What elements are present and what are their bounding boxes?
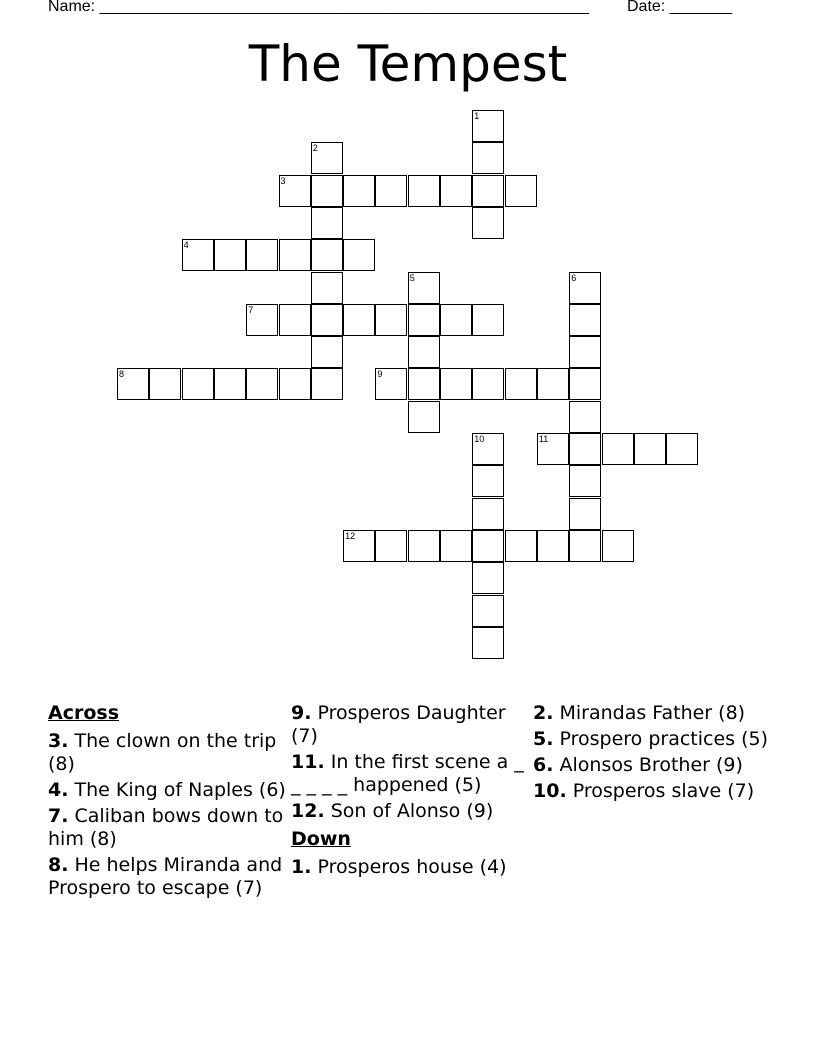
grid-cell[interactable] [472, 627, 504, 659]
clue-number: 1 [474, 111, 480, 121]
clue-item [291, 751, 531, 797]
clue-text: Prosperos house (4) [311, 856, 507, 878]
clue-text: In the first scene a _ _ _ _ _ happened (5) [291, 751, 524, 796]
grid-cell[interactable] [279, 175, 311, 207]
grid-cell[interactable] [472, 530, 504, 562]
grid-cell[interactable] [408, 530, 440, 562]
clue-num: 8. [48, 854, 69, 876]
grid-cell[interactable] [214, 239, 246, 271]
clue-num: 3. [48, 730, 69, 752]
grid-cell[interactable] [440, 304, 472, 336]
clue-num: 7. [48, 805, 69, 827]
grid-cell[interactable] [505, 368, 537, 400]
clue-column-2 [291, 702, 531, 882]
clue-text: Prosperos slave (7) [566, 780, 755, 802]
clue-number: 9 [377, 369, 383, 380]
grid-cell[interactable] [343, 175, 375, 207]
grid-cell[interactable] [472, 498, 504, 530]
clue-number: 4 [183, 240, 189, 251]
clue-number: 5 [409, 272, 415, 283]
clue-num: 4. [48, 779, 69, 801]
grid-cell[interactable] [569, 368, 601, 400]
grid-cell[interactable] [375, 530, 407, 562]
grid-cell[interactable] [569, 336, 601, 368]
clue-number: 8 [119, 369, 125, 380]
clue-text: Alonsos Brother (9) [553, 754, 743, 776]
grid-cell[interactable] [311, 207, 343, 239]
grid-cell[interactable] [666, 433, 698, 465]
clue-item [48, 805, 288, 851]
grid-cell[interactable] [569, 304, 601, 336]
clue-text: Son of Alonso (9) [324, 800, 494, 822]
clue-item [533, 702, 773, 725]
clue-number: 3 [280, 175, 286, 186]
grid-cell[interactable] [343, 530, 375, 562]
clue-number: 12 [345, 530, 356, 541]
clue-number: 11 [538, 434, 549, 444]
grid-cell[interactable] [472, 304, 504, 336]
clue-num: 6. [533, 754, 554, 776]
grid-cell[interactable] [537, 433, 569, 465]
clue-item [533, 728, 773, 751]
grid-cell[interactable] [602, 530, 634, 562]
date-field[interactable]: Date: _______ [627, 0, 732, 15]
grid-cell[interactable] [472, 368, 504, 400]
clue-text: The clown on the trip (8) [48, 730, 277, 775]
clue-text: Prospero practices (5) [553, 728, 769, 750]
grid-cell[interactable] [472, 110, 504, 142]
grid-cell[interactable] [408, 272, 440, 304]
clue-item [291, 702, 531, 748]
grid-cell[interactable] [279, 239, 311, 271]
grid-cell[interactable] [569, 433, 601, 465]
grid-cell[interactable] [440, 368, 472, 400]
across-heading: Across [48, 702, 120, 724]
clue-column-1 [48, 702, 288, 903]
grid-cell[interactable] [569, 498, 601, 530]
grid-cell[interactable] [311, 304, 343, 336]
grid-cell[interactable] [505, 530, 537, 562]
grid-cell[interactable] [182, 368, 214, 400]
grid-cell[interactable] [505, 175, 537, 207]
grid-cell[interactable] [440, 175, 472, 207]
grid-cell[interactable] [214, 368, 246, 400]
clue-number: 10 [474, 434, 485, 444]
grid-cell[interactable] [246, 304, 278, 336]
grid-cell[interactable] [408, 401, 440, 433]
grid-cell[interactable] [472, 562, 504, 594]
clue-text: The King of Naples (6) [68, 779, 286, 801]
clue-item [48, 779, 288, 802]
grid-cell[interactable] [343, 304, 375, 336]
grid-cell[interactable] [408, 304, 440, 336]
clue-num: 12. [291, 800, 325, 822]
grid-cell[interactable] [472, 142, 504, 174]
grid-cell[interactable] [440, 530, 472, 562]
clue-text: Prosperos Daughter (7) [291, 702, 506, 747]
clue-text: Mirandas Father (8) [553, 702, 746, 724]
clue-num: 9. [291, 702, 312, 724]
clue-number: 2 [312, 143, 318, 154]
down-heading: Down [291, 828, 351, 850]
clue-text: He helps Miranda and Prospero to escape (7) [48, 854, 283, 899]
grid-cell[interactable] [569, 272, 601, 304]
grid-cell[interactable] [408, 175, 440, 207]
grid-cell[interactable] [375, 304, 407, 336]
clue-num: 2. [533, 702, 554, 724]
clue-number: 7 [248, 304, 254, 315]
grid-cell[interactable] [246, 368, 278, 400]
grid-cell[interactable] [408, 368, 440, 400]
grid-cell[interactable] [472, 433, 504, 465]
grid-cell[interactable] [569, 401, 601, 433]
clue-item [48, 730, 288, 776]
clue-number: 6 [571, 272, 577, 283]
clue-item [533, 754, 773, 777]
clue-num: 5. [533, 728, 554, 750]
grid-cell[interactable] [569, 530, 601, 562]
clue-num: 1. [291, 856, 312, 878]
clue-item [291, 856, 531, 879]
grid-cell[interactable] [246, 239, 278, 271]
grid-cell[interactable] [343, 239, 375, 271]
grid-cell[interactable] [182, 239, 214, 271]
grid-cell[interactable] [279, 304, 311, 336]
grid-cell[interactable] [472, 175, 504, 207]
name-field[interactable]: Name: _______________________________________________________ [48, 0, 589, 15]
grid-cell[interactable] [408, 336, 440, 368]
grid-cell[interactable] [472, 207, 504, 239]
grid-cell[interactable] [311, 368, 343, 400]
grid-cell[interactable] [311, 239, 343, 271]
clue-item [48, 854, 288, 900]
grid-cell[interactable] [311, 336, 343, 368]
grid-cell[interactable] [537, 530, 569, 562]
grid-cell[interactable] [472, 465, 504, 497]
grid-cell[interactable] [117, 368, 149, 400]
clue-item [291, 800, 531, 823]
grid-cell[interactable] [311, 175, 343, 207]
grid-cell[interactable] [279, 368, 311, 400]
page-title: The Tempest [248, 35, 568, 93]
grid-cell[interactable] [311, 272, 343, 304]
grid-cell[interactable] [149, 368, 181, 400]
grid-cell[interactable] [375, 175, 407, 207]
grid-cell[interactable] [602, 433, 634, 465]
clue-num: 11. [291, 751, 325, 773]
clue-text: Caliban bows down to him (8) [48, 805, 284, 850]
grid-cell[interactable] [537, 368, 569, 400]
grid-cell[interactable] [311, 142, 343, 174]
grid-cell[interactable] [634, 433, 666, 465]
clue-item [533, 780, 773, 803]
grid-cell[interactable] [472, 595, 504, 627]
grid-cell[interactable] [375, 368, 407, 400]
clue-column-3 [533, 702, 773, 806]
grid-cell[interactable] [569, 465, 601, 497]
clue-num: 10. [533, 780, 567, 802]
